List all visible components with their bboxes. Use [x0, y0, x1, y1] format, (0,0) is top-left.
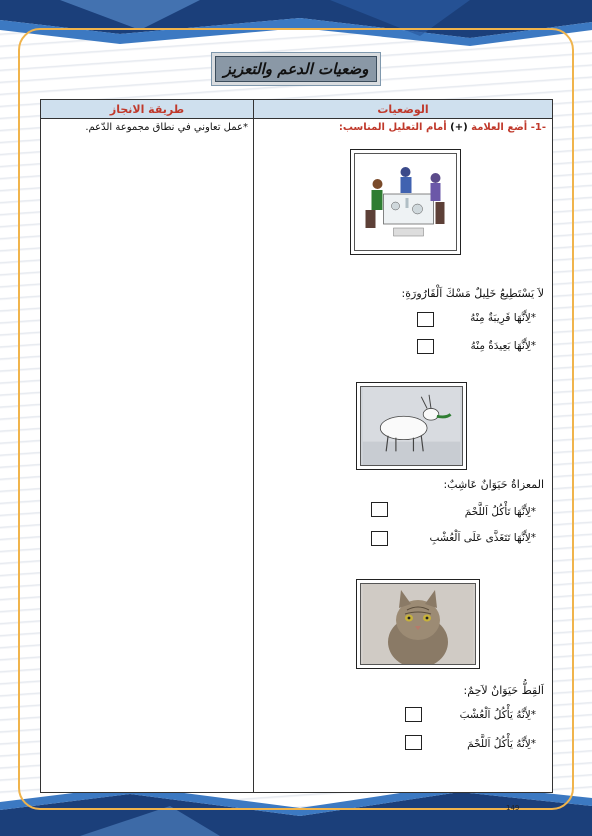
header-method: طريقة الانجاز — [41, 100, 254, 119]
page-number: 149 — [506, 804, 520, 812]
page-title: وضعيات الدعم والتعزيز — [215, 56, 377, 82]
main-table — [40, 99, 553, 793]
statement-3: اَلقِطُّ حَيَوَانٌ لاَحِمٌ: — [463, 684, 544, 697]
option-2b: *لِأَنَّهَا تَتَغَذَّى عَلَى اَلْعُشْبِ — [429, 532, 536, 544]
cat-illustration — [361, 584, 475, 664]
header-situations: الوضعيات — [254, 100, 553, 119]
method-cell — [41, 119, 254, 793]
checkbox-1a[interactable] — [417, 312, 434, 327]
situations-cell — [254, 119, 553, 793]
checkbox-2a[interactable] — [371, 502, 388, 517]
goat-illustration — [361, 387, 462, 465]
checkbox-1b[interactable] — [417, 339, 434, 354]
option-1b: *لِأَنَّهَا بَعِيدَةٌ مِنْهُ — [470, 340, 536, 352]
goat-image — [356, 382, 467, 470]
title-box — [211, 52, 381, 86]
cat-image — [356, 579, 480, 669]
option-2a: *لِأَنَّهَا تَأْكُلُ اَللَّحْمَ — [464, 506, 536, 518]
statement-2: المعزاةُ حَيَوَانٌ عَاشِبٌ: — [443, 478, 544, 491]
checkbox-2b[interactable] — [371, 531, 388, 546]
checkbox-3b[interactable] — [405, 735, 422, 750]
option-1a: *لِأَنَّهَا قَرِيبَةٌ مِنْهُ — [470, 312, 536, 324]
statement-1: لاَ يَسْتَطِيعُ خَلِيلٌ مَسْكَ اَلْقَارُورَةِ: — [401, 287, 544, 300]
table-scene-illustration — [355, 154, 456, 250]
checkbox-3a[interactable] — [405, 707, 422, 722]
option-3b: *لِأَنَّهُ يَأْكُلُ اَللَّحْمَ — [467, 738, 536, 750]
table-scene-image — [350, 149, 461, 255]
question-heading: -1- أضع العلامة (+) أمام التعليل المناسب: — [338, 122, 546, 133]
method-text: *عمل تعاوني في نطاق مجموعة الدّعم. — [85, 122, 248, 133]
option-3a: *لِأَنَّهُ يَأْكُلُ اَلْعُشْبَ — [459, 709, 536, 721]
